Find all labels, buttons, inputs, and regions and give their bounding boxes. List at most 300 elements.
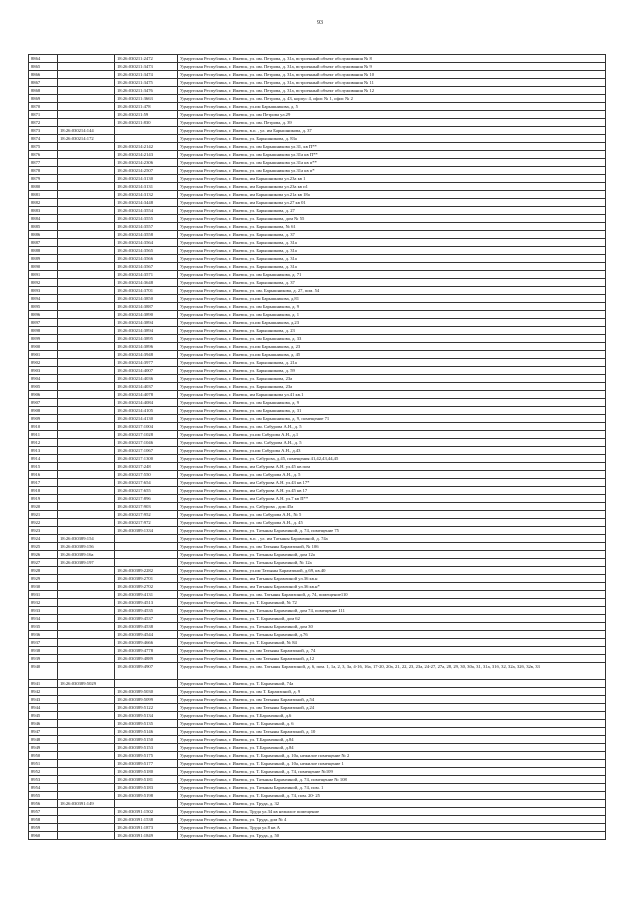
row-number-cell: 8915 <box>29 463 58 471</box>
land-cadastral-number-cell <box>58 463 115 471</box>
row-number-cell: 8893 <box>29 287 58 295</box>
land-cadastral-number-cell <box>58 399 115 407</box>
building-cadastral-number-cell: 18:26:030391:1849 <box>115 832 178 840</box>
address-cell: Удмуртская Республика, г. Ижевск, ул. Труда, д. 32 <box>178 800 606 808</box>
building-cadastral-number-cell: 18:26:030217:1067 <box>115 447 178 455</box>
address-cell: Удмуртская Республика, г. Ижевск, ул. им Барышникова ул.31а кв П** <box>178 151 606 159</box>
table-row <box>29 776 606 784</box>
table-row <box>29 95 606 103</box>
land-cadastral-number-cell <box>58 215 115 223</box>
table-row <box>29 712 606 720</box>
land-cadastral-number-cell <box>58 832 115 840</box>
address-cell: Удмуртская Республика, г. Ижевск, ул. им Барышникова, д. 71 <box>178 271 606 279</box>
address-cell: Удмуртская Республика, г. Ижевск, ул. им. Татьяны Барамзиной, д. 74, помещение110 <box>178 591 606 599</box>
land-cadastral-number-cell <box>58 639 115 647</box>
address-cell: Удмуртская Республика, г. Ижевск, ул.им Барышникова, д.81 <box>178 295 606 303</box>
table-row <box>29 391 606 399</box>
address-cell: Удмуртская Республика, г. Ижевск, ул. им Сабурова А.Н., д. 45 <box>178 519 606 527</box>
row-number-cell: 8944 <box>29 704 58 712</box>
building-cadastral-number-cell: 18:26:030389:5177 <box>115 760 178 768</box>
table-row <box>29 792 606 800</box>
table-row <box>29 551 606 559</box>
address-cell: Удмуртская Республика, г. Ижевск, ул. им. Петрова, д. 39 <box>178 119 606 127</box>
land-cadastral-number-cell <box>58 784 115 792</box>
land-cadastral-number-cell <box>58 744 115 752</box>
table-row <box>29 800 606 808</box>
land-cadastral-number-cell <box>58 239 115 247</box>
land-cadastral-number-cell <box>58 575 115 583</box>
building-cadastral-number-cell: 18:26:030214:3567 <box>115 263 178 271</box>
land-cadastral-number-cell <box>58 319 115 327</box>
address-cell: Удмуртская Республика, г. Ижевск, ул. Т. Барамзиной, д. 10а, нежилое помещение 1 <box>178 760 606 768</box>
land-cadastral-number-cell <box>58 503 115 511</box>
land-cadastral-number-cell <box>58 720 115 728</box>
land-cadastral-number-cell: 18:26:030389:197 <box>58 559 115 567</box>
table-row <box>29 343 606 351</box>
building-cadastral-number-cell: 18:26:030389:1334 <box>115 527 178 535</box>
address-cell: Удмуртская Республика, г. Ижевск, ул. им Барышникова ул.31а кв п** <box>178 159 606 167</box>
row-number-cell: 8937 <box>29 639 58 647</box>
address-cell: Удмуртская Республика, г. Ижевск, ул. Т. Барамзиной, д. 74, помещение №109 <box>178 768 606 776</box>
land-cadastral-number-cell <box>58 647 115 655</box>
land-cadastral-number-cell <box>58 167 115 175</box>
table-row <box>29 567 606 575</box>
address-cell: Удмуртская Республика, г. Ижевск, ул. Татьяны Барамзиной, д. 74, помещение 75 <box>178 527 606 535</box>
address-cell: Удмуртская Республика, г. Ижевск, ул. Барышникова, дом № 55 <box>178 215 606 223</box>
address-cell: Удмуртская Республика, г. Ижевск, ул. Татьяны Барамзиной, дом 12а <box>178 551 606 559</box>
row-number-cell: 8936 <box>29 631 58 639</box>
address-cell: Удмуртская Республика, г. Ижевск, ул.им Татьяны Барамзиной, д.69, кв.40 <box>178 567 606 575</box>
table-row <box>29 223 606 231</box>
building-cadastral-number-cell: 18:26:030217:248 <box>115 463 178 471</box>
land-cadastral-number-cell <box>58 479 115 487</box>
land-cadastral-number-cell <box>58 207 115 215</box>
address-cell: Удмуртская Республика, г. Ижевск, ул. Т. Барамзиной, д. 10а, нежилое помещение № 2 <box>178 752 606 760</box>
row-number-cell: 8910 <box>29 423 58 431</box>
row-number-cell: 8916 <box>29 471 58 479</box>
row-number-cell: 8919 <box>29 495 58 503</box>
building-cadastral-number-cell: 18:26:030211:3475 <box>115 79 178 87</box>
building-cadastral-number-cell: 18:26:030389:2282 <box>115 567 178 575</box>
building-cadastral-number-cell: 18:26:030389:5099 <box>115 696 178 704</box>
table-row <box>29 591 606 599</box>
land-cadastral-number-cell <box>58 760 115 768</box>
building-cadastral-number-cell: 18:26:030389:5146 <box>115 728 178 736</box>
land-cadastral-number-cell <box>58 223 115 231</box>
address-cell: Удмуртская Республика, г. Ижевск, им Барышникова ул.27 кв 01 <box>178 199 606 207</box>
table-row <box>29 247 606 255</box>
land-cadastral-number-cell <box>58 311 115 319</box>
address-cell: Удмуртская Республика, г. Ижевск, ул. им. Петрова, д. 31а, встроенный объект обслуживания № 11 <box>178 79 606 87</box>
building-cadastral-number-cell: 18:26:030214:3132 <box>115 191 178 199</box>
building-cadastral-number-cell: 18:26:030214:3895 <box>115 335 178 343</box>
address-cell: Удмуртская Республика, г. Ижевск, ул. Татьяны Барамзиной, дом 30 <box>178 623 606 631</box>
table-row <box>29 319 606 327</box>
address-cell: Удмуртская Республика, г. Ижевск, в.п. , ул. им Татьяны Барамзиной, д. 74а <box>178 535 606 543</box>
address-cell: Удмуртская Республика, г. Ижевск, ул.им Барышникова, д. 5 <box>178 103 606 111</box>
table-row <box>29 327 606 335</box>
row-number-cell: 8917 <box>29 479 58 487</box>
land-cadastral-number-cell <box>58 583 115 591</box>
land-cadastral-number-cell <box>58 792 115 800</box>
building-cadastral-number-cell: 18:26:030389:4907 <box>115 663 178 680</box>
building-cadastral-number-cell: 18:26:030389:4513 <box>115 599 178 607</box>
land-cadastral-number-cell <box>58 623 115 631</box>
table-row <box>29 263 606 271</box>
address-cell: Удмуртская Республика, г. Ижевск, ул. Барышникова, д. 59 <box>178 367 606 375</box>
table-row <box>29 215 606 223</box>
building-cadastral-number-cell: 18:26:030214:2507 <box>115 167 178 175</box>
land-cadastral-number-cell <box>58 615 115 623</box>
land-cadastral-number-cell <box>58 423 115 431</box>
address-cell: Удмуртская Республика, г. Ижевск, ул. Т.Барамзиной, д.84 <box>178 744 606 752</box>
row-number-cell: 8948 <box>29 736 58 744</box>
land-cadastral-number-cell <box>58 728 115 736</box>
table-row <box>29 103 606 111</box>
land-cadastral-number-cell <box>58 455 115 463</box>
address-cell: Удмуртская Республика, г. Ижевск, ул. им. Петрова, д. 31а, встроенный объект обслуживания № 9 <box>178 63 606 71</box>
table-row <box>29 359 606 367</box>
building-cadastral-number-cell: 18:26:030214:4037 <box>115 383 178 391</box>
land-cadastral-number-cell <box>58 607 115 615</box>
address-cell: Удмуртская Республика, г. Ижевск, Труда ул.8 кв А <box>178 824 606 832</box>
building-cadastral-number-cell: 18:26:030214:3894 <box>115 327 178 335</box>
building-cadastral-number-cell: 18:26:030214:3648 <box>115 279 178 287</box>
table-row <box>29 463 606 471</box>
land-cadastral-number-cell <box>58 599 115 607</box>
row-number-cell: 8907 <box>29 399 58 407</box>
land-cadastral-number-cell <box>58 519 115 527</box>
table-row <box>29 808 606 816</box>
table-row <box>29 423 606 431</box>
land-cadastral-number-cell <box>58 407 115 415</box>
table-row <box>29 111 606 119</box>
row-number-cell: 8891 <box>29 271 58 279</box>
address-cell: Удмуртская Республика, г. Ижевск, ул. Т. Барамзиной, д. 6 <box>178 720 606 728</box>
row-number-cell: 8886 <box>29 231 58 239</box>
building-cadastral-number-cell: 18:26:030214:3448 <box>115 199 178 207</box>
table-row <box>29 487 606 495</box>
building-cadastral-number-cell: 18:26:030214:3894 <box>115 319 178 327</box>
row-number-cell: 8866 <box>29 71 58 79</box>
row-number-cell: 8865 <box>29 63 58 71</box>
row-number-cell: 8875 <box>29 143 58 151</box>
land-cadastral-number-cell <box>58 824 115 832</box>
address-cell: Удмуртская Республика, г. Ижевск, ул. Барышникова, д. 31а <box>178 255 606 263</box>
row-number-cell: 8872 <box>29 119 58 127</box>
row-number-cell: 8952 <box>29 768 58 776</box>
land-cadastral-number-cell <box>58 79 115 87</box>
building-cadastral-number-cell: 18:26:030217:550 <box>115 471 178 479</box>
row-number-cell: 8904 <box>29 375 58 383</box>
land-cadastral-number-cell <box>58 351 115 359</box>
building-cadastral-number-cell: 18:26:030389:5183 <box>115 784 178 792</box>
row-number-cell: 8903 <box>29 367 58 375</box>
building-cadastral-number-cell: 18:26:030214:3896 <box>115 343 178 351</box>
building-cadastral-number-cell: 18:26:030217:655 <box>115 487 178 495</box>
table-row <box>29 271 606 279</box>
building-cadastral-number-cell: 18:26:030214:2306 <box>115 159 178 167</box>
building-cadastral-number-cell <box>115 551 178 559</box>
land-cadastral-number-cell <box>58 279 115 287</box>
building-cadastral-number-cell: 18:26:030214:3554 <box>115 207 178 215</box>
table-row <box>29 704 606 712</box>
table-row <box>29 728 606 736</box>
land-cadastral-number-cell <box>58 367 115 375</box>
address-cell: Удмуртская Республика, г. Ижевск, ул.им Сабурова А.Н., д.43 <box>178 447 606 455</box>
address-cell: Удмуртская Республика, г. Ижевск, ул. Т. Барамзиной, д. 74, пом. 20- 25 <box>178 792 606 800</box>
land-cadastral-number-cell <box>58 143 115 151</box>
table-row <box>29 655 606 663</box>
address-cell: Удмуртская Республика, г. Ижевск, ул. им. Петрова, д. 43, корпус 4, офис № 1, офис № 2 <box>178 95 606 103</box>
land-cadastral-number-cell <box>58 343 115 351</box>
address-cell: Удмуртская Республика, г. Ижевск, ул. Татьяны Барамзиной, дом 74, помещение 111 <box>178 607 606 615</box>
table-row <box>29 351 606 359</box>
building-cadastral-number-cell: 18:26:030389:5180 <box>115 768 178 776</box>
row-number-cell: 8959 <box>29 824 58 832</box>
row-number-cell: 8879 <box>29 175 58 183</box>
building-cadastral-number-cell: 18:26:030214:3571 <box>115 271 178 279</box>
row-number-cell: 8868 <box>29 87 58 95</box>
address-cell: Удмуртская Республика, г. Ижевск, ул. Барышникова, 23а <box>178 375 606 383</box>
address-cell: Удмуртская Республика, г. Ижевск, им Сабурова А.Н. ул.45 кв пом <box>178 463 606 471</box>
land-cadastral-number-cell <box>58 752 115 760</box>
address-cell: Удмуртская Республика, г. Ижевск, ул. Барышникова, д. 37 <box>178 231 606 239</box>
row-number-cell: 8930 <box>29 583 58 591</box>
land-cadastral-number-cell <box>58 111 115 119</box>
building-cadastral-number-cell: 18:26:030217:1300 <box>115 455 178 463</box>
row-number-cell: 8918 <box>29 487 58 495</box>
building-cadastral-number-cell: 18:26:030389:5030 <box>115 688 178 696</box>
land-cadastral-number-cell <box>58 567 115 575</box>
land-cadastral-number-cell: 18:26:030391:149 <box>58 800 115 808</box>
row-number-cell: 8941 <box>29 680 58 688</box>
land-cadastral-number-cell <box>58 327 115 335</box>
row-number-cell: 8957 <box>29 808 58 816</box>
row-number-cell: 8929 <box>29 575 58 583</box>
table-row <box>29 503 606 511</box>
building-cadastral-number-cell: 18:26:030211:3473 <box>115 63 178 71</box>
table-row <box>29 143 606 151</box>
row-number-cell: 8880 <box>29 183 58 191</box>
table-row <box>29 720 606 728</box>
land-cadastral-number-cell <box>58 87 115 95</box>
address-cell: Удмуртская Республика, г. Ижевск, ул. им Татьяны Барамзиной, д.24 <box>178 704 606 712</box>
address-cell: Удмуртская Республика, г. Ижевск, ул. Т. Барамзиной, 74а <box>178 680 606 688</box>
address-cell: Удмуртская Республика, г. Ижевск, ул. им Барышникова ул.31, кв П** <box>178 143 606 151</box>
address-cell: Удмуртская Республика, г. Ижевск, им Барышникова ул.41 кв.1 <box>178 391 606 399</box>
row-number-cell: 8947 <box>29 728 58 736</box>
table-row <box>29 295 606 303</box>
land-cadastral-number-cell <box>58 655 115 663</box>
building-cadastral-number-cell: 18:26:030214:3701 <box>115 287 178 295</box>
table-row <box>29 199 606 207</box>
building-cadastral-number-cell: 18:26:030214:4007 <box>115 367 178 375</box>
row-number-cell: 8896 <box>29 311 58 319</box>
row-number-cell: 8874 <box>29 135 58 143</box>
address-cell: Удмуртская Республика, г. Ижевск, им Татьяны Барамзиной ул.36 кв.н <box>178 575 606 583</box>
building-cadastral-number-cell: 18:26:030389:4889 <box>115 655 178 663</box>
building-cadastral-number-cell: 18:26:030217:1028 <box>115 431 178 439</box>
land-cadastral-number-cell <box>58 631 115 639</box>
row-number-cell: 8894 <box>29 295 58 303</box>
building-cadastral-number-cell: 18:26:030217:896 <box>115 495 178 503</box>
address-cell: Удмуртская Республика, г. Ижевск, ул. Т. Барамзиной, № 72 <box>178 599 606 607</box>
building-cadastral-number-cell: 18:26:030389:4535 <box>115 607 178 615</box>
land-cadastral-number-cell <box>58 191 115 199</box>
row-number-cell: 8905 <box>29 383 58 391</box>
row-number-cell: 8898 <box>29 327 58 335</box>
row-number-cell: 8908 <box>29 407 58 415</box>
row-number-cell: 8881 <box>29 191 58 199</box>
table-row <box>29 744 606 752</box>
land-cadastral-number-cell <box>58 263 115 271</box>
row-number-cell: 8955 <box>29 792 58 800</box>
land-cadastral-number-cell <box>58 295 115 303</box>
address-cell: Удмуртская Республика, г. Ижевск, ул. Татьяны Барамзиной, № 12а <box>178 559 606 567</box>
table-row <box>29 495 606 503</box>
table-row <box>29 447 606 455</box>
address-cell: Удмуртская Республика, г. Ижевск, ул. им Барышникова, д. 9 <box>178 303 606 311</box>
table-row <box>29 239 606 247</box>
land-cadastral-number-cell <box>58 359 115 367</box>
land-cadastral-number-cell <box>58 151 115 159</box>
land-cadastral-number-cell: 18:26:030389:5029 <box>58 680 115 688</box>
address-cell: Удмуртская Республика, г. Ижевск, ул. им Татьяны Барамзиной, № 106 <box>178 543 606 551</box>
table-row <box>29 119 606 127</box>
row-number-cell: 8864 <box>29 55 58 63</box>
table-row <box>29 383 606 391</box>
table-row <box>29 535 606 543</box>
building-cadastral-number-cell: 18:26:030211:830 <box>115 119 178 127</box>
building-cadastral-number-cell <box>115 680 178 688</box>
building-cadastral-number-cell: 18:26:030217:972 <box>115 519 178 527</box>
land-cadastral-number-cell: 18:26:030389:16а <box>58 551 115 559</box>
table-row <box>29 559 606 567</box>
building-cadastral-number-cell: 18:26:030214:4036 <box>115 375 178 383</box>
building-cadastral-number-cell: 18:26:030389:4666 <box>115 639 178 647</box>
row-number-cell: 8954 <box>29 784 58 792</box>
row-number-cell: 8897 <box>29 319 58 327</box>
row-number-cell: 8887 <box>29 239 58 247</box>
building-cadastral-number-cell: 18:26:030391:1502 <box>115 808 178 816</box>
row-number-cell: 8925 <box>29 543 58 551</box>
building-cadastral-number-cell: 18:26:030214:3948 <box>115 351 178 359</box>
table-row <box>29 335 606 343</box>
table-row <box>29 639 606 647</box>
row-number-cell: 8878 <box>29 167 58 175</box>
building-cadastral-number-cell <box>115 127 178 135</box>
building-cadastral-number-cell: 18:26:030214:4078 <box>115 391 178 399</box>
building-cadastral-number-cell: 18:26:030389:5134 <box>115 712 178 720</box>
table-row <box>29 736 606 744</box>
address-cell: Удмуртская Республика, г. Ижевск, ул. Барышникова, д. 83а <box>178 135 606 143</box>
land-cadastral-number-cell: 18:26:030389:156 <box>58 543 115 551</box>
row-number-cell: 8922 <box>29 519 58 527</box>
row-number-cell: 8946 <box>29 720 58 728</box>
table-row <box>29 832 606 840</box>
land-cadastral-number-cell <box>58 199 115 207</box>
row-number-cell: 8876 <box>29 151 58 159</box>
page-number: 93 <box>317 20 323 26</box>
address-cell: Удмуртская Республика, г. Ижевск, им Барышникова ул.21а кв 18а <box>178 191 606 199</box>
address-cell: Удмуртская Республика, г. Ижевск, ул. им Татьяны Барамзиной, д.12 <box>178 655 606 663</box>
building-cadastral-number-cell: 18:26:030389:4537 <box>115 615 178 623</box>
building-cadastral-number-cell: 18:26:030214:3558 <box>115 231 178 239</box>
land-cadastral-number-cell <box>58 103 115 111</box>
row-number-cell: 8900 <box>29 343 58 351</box>
building-cadastral-number-cell: 18:26:030214:3131 <box>115 183 178 191</box>
row-number-cell: 8877 <box>29 159 58 167</box>
building-cadastral-number-cell: 18:26:030389:5175 <box>115 752 178 760</box>
table-body <box>29 55 606 840</box>
land-cadastral-number-cell <box>58 816 115 824</box>
building-cadastral-number-cell: 18:26:030389:4778 <box>115 647 178 655</box>
building-cadastral-number-cell: 18:26:030214:4130 <box>115 415 178 423</box>
land-cadastral-number-cell <box>58 487 115 495</box>
address-cell: Удмуртская Республика, г. Ижевск, ул. им. Петрова, д. 31а, встроенный объект обслуживания № 12 <box>178 87 606 95</box>
address-cell: Удмуртская Республика, г. Ижевск, ул. им Сабурова А.Н., № 5 <box>178 511 606 519</box>
row-number-cell: 8899 <box>29 335 58 343</box>
address-cell: Удмуртская Республика, г. Ижевск, ул. им Барышникова, д. 1 <box>178 311 606 319</box>
land-cadastral-number-cell <box>58 247 115 255</box>
address-cell: Удмуртская Республика, г. Ижевск, им Барышникова ул.23а кв п1 <box>178 183 606 191</box>
row-number-cell: 8928 <box>29 567 58 575</box>
address-cell: Удмуртская Республика, г. Ижевск, ул. Барышникова, д. 31а <box>178 247 606 255</box>
address-cell: Удмуртская Республика, г. Ижевск, ул. им Татьяны Барамзиной, д.54 <box>178 696 606 704</box>
land-cadastral-number-cell <box>58 119 115 127</box>
table-row <box>29 511 606 519</box>
table-row <box>29 647 606 655</box>
address-cell: Удмуртская Республика, г. Ижевск, ул. им Сабурова А.Н., д. 5 <box>178 471 606 479</box>
table-row <box>29 367 606 375</box>
address-cell: Удмуртская Республика, г. Ижевск, ул. Сабурова, д.45, помещения 41,42,43,44,45 <box>178 455 606 463</box>
row-number-cell: 8924 <box>29 535 58 543</box>
address-cell: Удмуртская Республика, г. Ижевск, им Барышникова ул.23а кв 1 <box>178 175 606 183</box>
building-cadastral-number-cell: 18:26:030217:654 <box>115 479 178 487</box>
land-cadastral-number-cell <box>58 527 115 535</box>
address-cell: Удмуртская Республика, г. Ижевск, им Сабурова А.Н. ул.7 кв П** <box>178 495 606 503</box>
building-cadastral-number-cell: 18:26:030211:478 <box>115 103 178 111</box>
land-cadastral-number-cell <box>58 287 115 295</box>
address-cell: Удмуртская Республика, г. Ижевск, ул. им Барышникова ул.31а кв п* <box>178 167 606 175</box>
address-cell: Удмуртская Республика, г. Ижевск, Труда ул.34 кв нежилое помещение <box>178 808 606 816</box>
land-cadastral-number-cell <box>58 736 115 744</box>
table-row <box>29 231 606 239</box>
row-number-cell: 8913 <box>29 447 58 455</box>
table-row <box>29 279 606 287</box>
building-cadastral-number-cell: 18:26:030211:3663 <box>115 95 178 103</box>
table-row <box>29 399 606 407</box>
row-number-cell: 8911 <box>29 431 58 439</box>
table-row <box>29 439 606 447</box>
address-cell: Удмуртская Республика, г. Ижевск, ул. Барышникова, д. 23 <box>178 327 606 335</box>
row-number-cell: 8912 <box>29 439 58 447</box>
land-cadastral-number-cell <box>58 415 115 423</box>
table-row <box>29 631 606 639</box>
address-cell: Удмуртская Республика, г. Ижевск, ул. им Петрова ул.29 <box>178 111 606 119</box>
row-number-cell: 8902 <box>29 359 58 367</box>
address-cell: Удмуртская Республика, г. Ижевск, в.п. , ул. им Барышникова, д. 37 <box>178 127 606 135</box>
table-row <box>29 127 606 135</box>
table-row <box>29 191 606 199</box>
land-cadastral-number-cell <box>58 271 115 279</box>
table-row <box>29 135 606 143</box>
row-number-cell: 8888 <box>29 247 58 255</box>
cadastral-table <box>28 54 606 840</box>
building-cadastral-number-cell: 18:26:030211:3476 <box>115 87 178 95</box>
table-row <box>29 680 606 688</box>
